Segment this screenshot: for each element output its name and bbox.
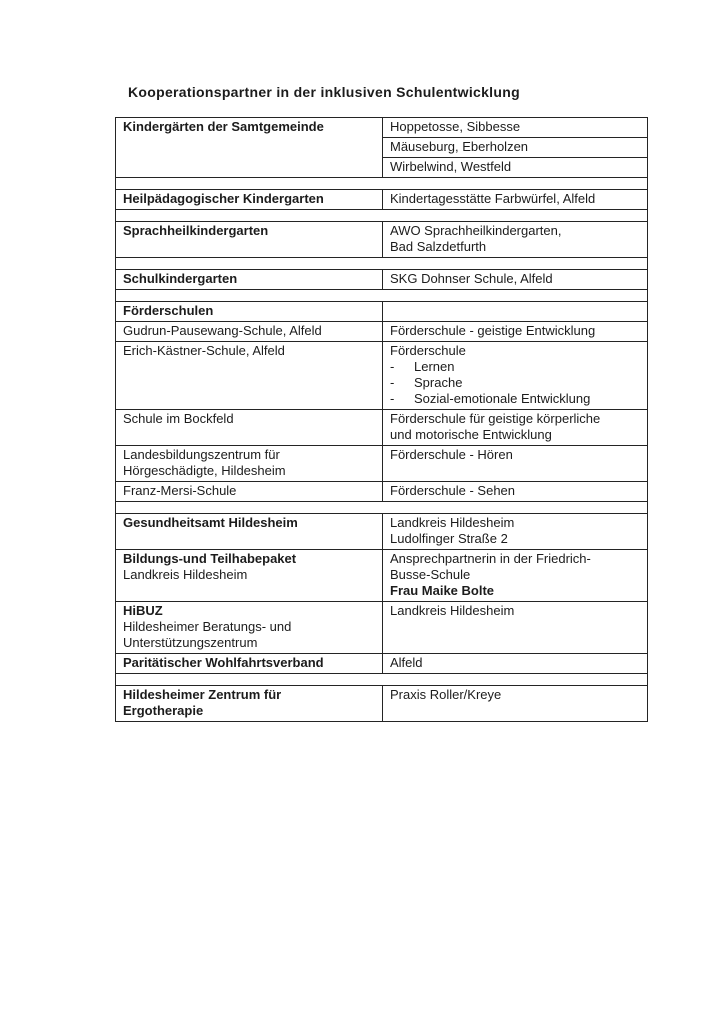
table-row [116,222,648,258]
spacer-cell [116,502,648,514]
text-line: Schule im Bockfeld [123,411,234,426]
text-line: HiBUZ [123,603,163,618]
text-line: Kindertagesstätte Farbwürfel, Alfeld [390,191,596,206]
detail-cell [383,138,648,158]
table-row [116,602,648,654]
table-row [116,118,648,138]
table-row [116,342,648,410]
spacer-row [116,178,648,190]
partner-cell [116,654,383,674]
text-line: Erich-Kästner-Schule, Alfeld [123,343,285,358]
partner-cell [116,446,383,482]
spacer-cell [116,674,648,686]
spacer-cell [116,178,648,190]
partner-cell [116,342,383,410]
text-line: Förderschule [390,343,466,358]
bullet-dash: - [390,375,395,390]
bullet-line [390,375,641,391]
partner-cell [116,550,383,602]
detail-cell [383,342,648,410]
partner-cell [116,514,383,550]
bullet-text: Sprache [414,375,463,390]
spacer-row [116,210,648,222]
partner-cell [116,322,383,342]
detail-cell [383,482,648,502]
bullet-text: Lernen [414,359,455,374]
detail-cell [383,118,648,138]
text-line: Landkreis Hildesheim [390,603,515,618]
text-line: Hoppetosse, Sibbesse [390,119,521,134]
spacer-row [116,502,648,514]
text-line: Förderschulen [123,303,214,318]
text-line: Gesundheitsamt Hildesheim [123,515,298,530]
partner-cell [116,118,383,178]
text-line: Ludolfinger Straße 2 [390,531,508,546]
text-line: SKG Dohnser Schule, Alfeld [390,271,553,286]
text-line: AWO Sprachheilkindergarten, [390,223,562,238]
bullet-line [390,359,641,375]
bullet-dash: - [390,359,395,374]
partner-cell [116,602,383,654]
text-line: Hörgeschädigte, Hildesheim [123,463,286,478]
text-line: Wirbelwind, Westfeld [390,159,512,174]
text-line: Hildesheimer Zentrum für [123,687,282,702]
table-row [116,410,648,446]
text-line: Mäuseburg, Eberholzen [390,139,529,154]
spacer-row [116,290,648,302]
cooperation-partners-table [115,117,648,722]
partner-cell [116,410,383,446]
text-line: Praxis Roller/Kreye [390,687,502,702]
spacer-cell [116,290,648,302]
text-line: Förderschule für geistige körperliche [390,411,601,426]
detail-cell [383,270,648,290]
partner-cell [116,302,383,322]
detail-cell [383,514,648,550]
text-line: und motorische Entwicklung [390,427,552,442]
bullet-dash: - [390,391,395,406]
text-line: Franz-Mersi-Schule [123,483,237,498]
table-row [116,482,648,502]
text-line: Förderschule - geistige Entwicklung [390,323,596,338]
page-title: Kooperationspartner in der inklusiven Schulentwicklung [128,84,520,100]
partner-cell [116,190,383,210]
text-line: Hildesheimer Beratungs- und [123,619,292,634]
detail-cell [383,302,648,322]
text-line: Heilpädagogischer Kindergarten [123,191,324,206]
partner-cell [116,482,383,502]
detail-cell [383,654,648,674]
table-row [116,654,648,674]
text-line: Landesbildungszentrum für [123,447,280,462]
bullet-line [390,391,641,407]
table-row [116,302,648,322]
spacer-cell [116,258,648,270]
detail-cell [383,158,648,178]
detail-cell [383,410,648,446]
detail-cell [383,222,648,258]
partner-cell [116,686,383,722]
table-body [116,118,648,722]
partner-cell [116,222,383,258]
text-line: Bad Salzdetfurth [390,239,487,254]
spacer-cell [116,210,648,222]
text-line: Schulkindergarten [123,271,238,286]
partner-cell [116,270,383,290]
table-row [116,514,648,550]
text-line: Busse-Schule [390,567,471,582]
table-row [116,190,648,210]
text-line: Förderschule - Hören [390,447,513,462]
detail-cell [383,446,648,482]
text-line: Paritätischer Wohlfahrtsverband [123,655,324,670]
text-line: Gudrun-Pausewang-Schule, Alfeld [123,323,322,338]
text-line: Sprachheilkindergarten [123,223,269,238]
text-line: Unterstützungszentrum [123,635,258,650]
text-line: Landkreis Hildesheim [390,515,515,530]
text-line: Kindergärten der Samtgemeinde [123,119,324,134]
spacer-row [116,258,648,270]
table-row [116,270,648,290]
table-row [116,550,648,602]
spacer-row [116,674,648,686]
text-line: Landkreis Hildesheim [123,567,248,582]
table-row [116,446,648,482]
detail-cell [383,190,648,210]
text-line: Ergotherapie [123,703,204,718]
table-row [116,686,648,722]
bullet-text: Sozial-emotionale Entwicklung [414,391,591,406]
text-line: Ansprechpartnerin in der Friedrich- [390,551,591,566]
text-line: Frau Maike Bolte [390,583,495,598]
text-line: Bildungs-und Teilhabepaket [123,551,297,566]
detail-cell [383,602,648,654]
detail-cell [383,550,648,602]
detail-cell [383,686,648,722]
table-row [116,322,648,342]
detail-cell [383,322,648,342]
text-line: Förderschule - Sehen [390,483,516,498]
text-line: Alfeld [390,655,423,670]
